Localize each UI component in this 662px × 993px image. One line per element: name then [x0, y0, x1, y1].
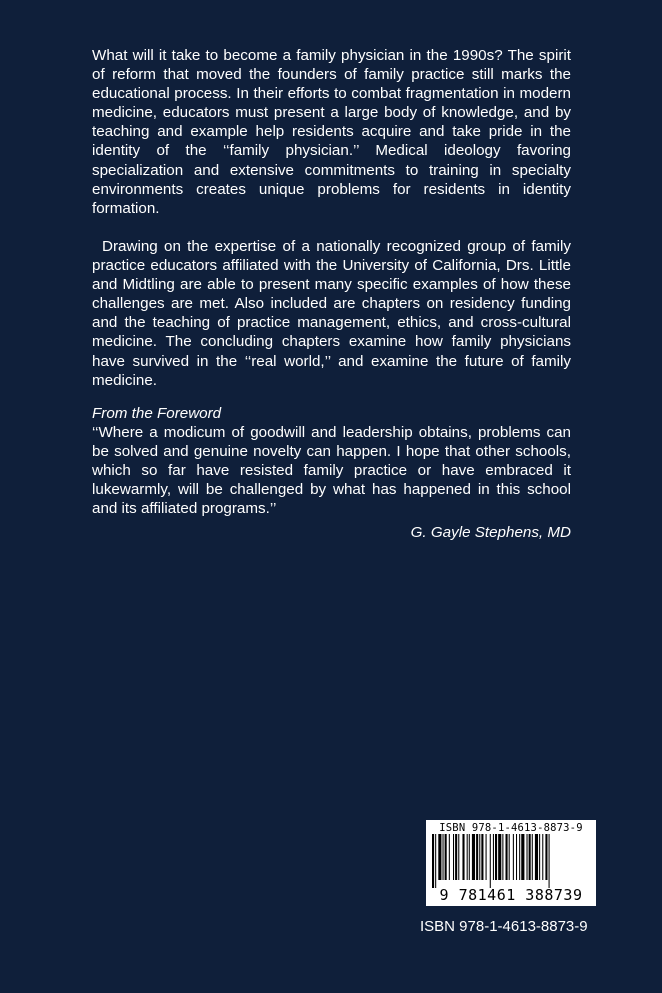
- barcode-label: [426, 820, 596, 906]
- description-paragraph-1: [92, 46, 571, 218]
- barcode-bar: [472, 834, 475, 880]
- barcode-bar: [479, 834, 480, 880]
- foreword-heading: From the Foreword: [92, 405, 222, 422]
- barcode-bar: [481, 834, 483, 880]
- barcode-bar: [495, 834, 497, 880]
- paragraph-2-text: Drawing on the expertise of a nationally recognized group of family practice educators affiliated with the University of California, Drs. Little and Midtling are able to present many specific examples of how these challenges are met. Also included are chapters on residency funding and the teaching of practice management, ethics, and cross-cultural medicine. The concluding chapters examine how family physicians have survived in the ‘‘real world,’’ and examine the future of family medicine.: [92, 238, 571, 389]
- foreword-author: G. Gayle Stephens, MD: [410, 523, 571, 541]
- isbn-number: ISBN 978-1-4613-8873-9: [420, 918, 588, 935]
- foreword-section: [92, 404, 571, 542]
- barcode-bar: [549, 834, 550, 888]
- barcode-bar: [493, 834, 494, 880]
- barcode-bar: [539, 834, 540, 880]
- barcode-bar: [516, 834, 517, 880]
- paragraph-1-text: What will it take to become a family physician in the 1990s? The spirit of reform that moved the founders of family practice still marks the educational process. In their efforts to combat fragmentation in modern medicine, educators must present a large body of knowledge, and by teaching and example help residents acquire and take pride in the identity of the ‘‘family physician.’’ Medical ideology favoring specialization and extensive commitments to training in specialty environments creates unique problems for residents in identity formation.: [92, 47, 571, 217]
- barcode-digits: 9 781461 388739: [439, 886, 583, 904]
- barcode-bar: [458, 834, 459, 880]
- barcode-bar: [455, 834, 457, 880]
- barcode-bar: [532, 834, 533, 880]
- barcode-bar: [506, 834, 508, 880]
- barcode-bar: [502, 834, 503, 880]
- foreword-quote: ‘‘Where a modicum of goodwill and leadership obtains, problems can be solved and genuine novelty can happen. I hope that other schools, which so far have resisted family practice or have embraced it lukewarmly, will be challenged by what has happened in this school and its affiliated programs.’’: [92, 424, 571, 518]
- barcode-bar: [545, 834, 547, 880]
- barcode-bar: [445, 834, 447, 880]
- barcode-bar: [490, 834, 491, 888]
- barcode-bar: [535, 834, 538, 880]
- barcode-bar: [432, 834, 434, 888]
- barcode-bar: [453, 834, 454, 880]
- barcode-bar: [527, 834, 528, 880]
- barcode-graphic: [430, 834, 592, 888]
- barcode-bar: [476, 834, 478, 880]
- barcode-bar: [519, 834, 520, 880]
- barcode-bar: [521, 834, 524, 880]
- barcode-bar: [467, 834, 468, 880]
- description-paragraph-2: [92, 237, 571, 390]
- barcode-bar: [486, 834, 487, 880]
- barcode-bar: [498, 834, 501, 880]
- barcode-bar: [509, 834, 510, 880]
- barcode-bar: [435, 834, 436, 888]
- barcode-bar: [443, 834, 444, 880]
- barcode-bar: [462, 834, 464, 880]
- barcode-bar: [542, 834, 543, 880]
- barcode-isbn-text: ISBN 978-1-4613-8873-9: [439, 822, 583, 834]
- barcode-bar: [513, 834, 514, 880]
- barcode-bar: [449, 834, 450, 880]
- barcode-bar: [529, 834, 531, 880]
- barcode-bar: [469, 834, 470, 880]
- barcode-bar: [438, 834, 441, 880]
